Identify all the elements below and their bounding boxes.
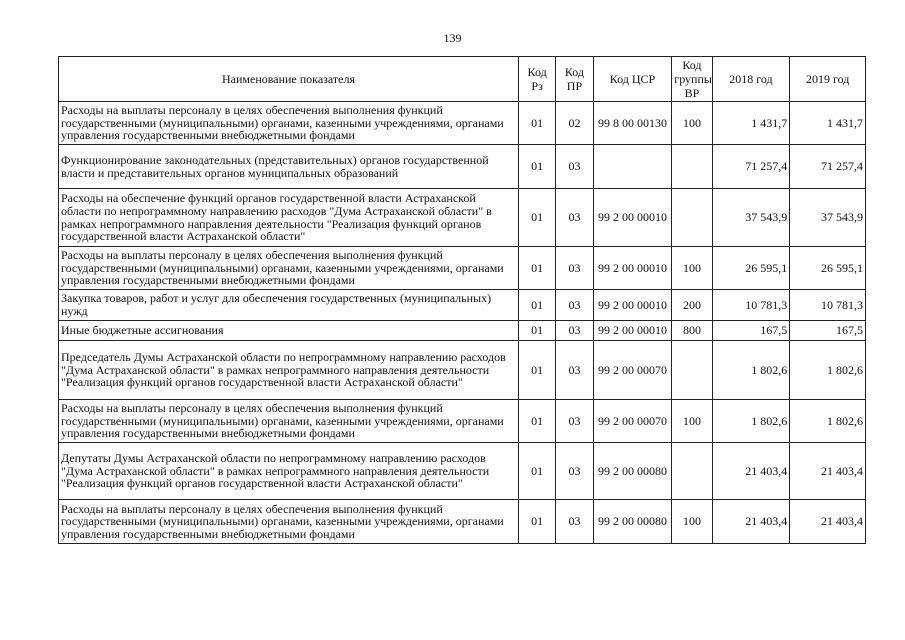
row-2018: 1 802,6 — [712, 341, 790, 400]
budget-table — [58, 56, 866, 544]
col-header-2019: 2019 год — [790, 57, 866, 102]
row-rz: 01 — [518, 145, 555, 189]
table-row — [59, 341, 866, 400]
col-header-vr: Код группы ВР — [672, 57, 712, 102]
table-row — [59, 290, 866, 321]
row-2019: 37 543,9 — [790, 189, 866, 247]
row-2018: 26 595,1 — [712, 247, 790, 290]
row-name: Депутаты Думы Астраханской области по непрограммному направлению расходов "Дума Астраханской области" в рамках непрограммного направления деятельности "Реализация функций органов государственной власти Астраханской области" — [59, 443, 519, 500]
row-csr: 99 2 00 00010 — [593, 321, 672, 341]
row-name: Расходы на выплаты персоналу в целях обеспечения выполнения функций государственными (муниципальными) органами, казенными учреждениями, органами управления государственными внебюджетными фондами — [59, 102, 519, 145]
row-vr: 200 — [672, 290, 712, 321]
row-2018: 71 257,4 — [712, 145, 790, 189]
col-header-pr: Код ПР — [556, 57, 593, 102]
row-rz: 01 — [518, 341, 555, 400]
row-name: Расходы на выплаты персоналу в целях обеспечения выполнения функций государственными (муниципальными) органами, казенными учреждениями, органами управления государственными внебюджетными фондами — [59, 247, 519, 290]
row-pr: 03 — [556, 189, 593, 247]
row-name: Функционирование законодательных (представительных) органов государственной власти и представительных органов муниципальных образований — [59, 145, 519, 189]
col-header-2018: 2018 год — [712, 57, 790, 102]
col-header-csr: Код ЦСР — [593, 57, 672, 102]
row-pr: 03 — [556, 145, 593, 189]
row-csr: 99 2 00 00010 — [593, 290, 672, 321]
row-vr — [672, 443, 712, 500]
row-name: Расходы на выплаты персоналу в целях обеспечения выполнения функций государственными (муниципальными) органами, казенными учреждениями, органами управления государственными внебюджетными фондами — [59, 500, 519, 544]
table-row — [59, 443, 866, 500]
row-vr — [672, 189, 712, 247]
table-row — [59, 145, 866, 189]
row-2018: 21 403,4 — [712, 443, 790, 500]
row-2019: 1 431,7 — [790, 102, 866, 145]
row-2018: 1 802,6 — [712, 400, 790, 443]
table-row — [59, 247, 866, 290]
row-2019: 1 802,6 — [790, 341, 866, 400]
row-2019: 21 403,4 — [790, 443, 866, 500]
row-2018: 167,5 — [712, 321, 790, 341]
row-vr: 100 — [672, 400, 712, 443]
row-csr: 99 2 00 00010 — [593, 247, 672, 290]
row-2019: 167,5 — [790, 321, 866, 341]
row-rz: 01 — [518, 443, 555, 500]
row-vr: 800 — [672, 321, 712, 341]
row-name: Иные бюджетные ассигнования — [59, 321, 519, 341]
row-name: Закупка товаров, работ и услуг для обеспечения государственных (муниципальных) нужд — [59, 290, 519, 321]
row-csr — [593, 145, 672, 189]
row-csr: 99 2 00 00070 — [593, 341, 672, 400]
row-rz: 01 — [518, 247, 555, 290]
row-2018: 21 403,4 — [712, 500, 790, 544]
row-2018: 1 431,7 — [712, 102, 790, 145]
row-name: Председатель Думы Астраханской области по непрограммному направлению расходов "Дума Астраханской области" в рамках непрограммного направления деятельности "Реализация функций органов государственной власти Астраханской области" — [59, 341, 519, 400]
row-pr: 02 — [556, 102, 593, 145]
row-csr: 99 2 00 00080 — [593, 443, 672, 500]
page-number: 139 — [443, 31, 462, 45]
row-2019: 10 781,3 — [790, 290, 866, 321]
col-header-name: Наименование показателя — [59, 57, 519, 102]
row-csr: 99 2 00 00070 — [593, 400, 672, 443]
row-vr — [672, 341, 712, 400]
row-rz: 01 — [518, 400, 555, 443]
table-row — [59, 500, 866, 544]
row-2018: 37 543,9 — [712, 189, 790, 247]
table-row — [59, 321, 866, 341]
row-2019: 1 802,6 — [790, 400, 866, 443]
col-header-rz: Код Рз — [518, 57, 555, 102]
row-pr: 03 — [556, 500, 593, 544]
row-csr: 99 2 00 00010 — [593, 189, 672, 247]
row-pr: 03 — [556, 290, 593, 321]
row-rz: 01 — [518, 321, 555, 341]
row-vr: 100 — [672, 102, 712, 145]
row-name: Расходы на обеспечение функций органов государственной власти Астраханской области по непрограммному направлению расходов "Дума Астраханской области" в рамках непрограммного направления деятельности "Реализация функций органов государственной власти Астраханской области" — [59, 189, 519, 247]
row-rz: 01 — [518, 290, 555, 321]
row-csr: 99 2 00 00080 — [593, 500, 672, 544]
row-2019: 21 403,4 — [790, 500, 866, 544]
row-2019: 26 595,1 — [790, 247, 866, 290]
row-pr: 03 — [556, 321, 593, 341]
row-name: Расходы на выплаты персоналу в целях обеспечения выполнения функций государственными (муниципальными) органами, казенными учреждениями, органами управления государственными внебюджетными фондами — [59, 400, 519, 443]
row-csr: 99 8 00 00130 — [593, 102, 672, 145]
row-pr: 03 — [556, 247, 593, 290]
row-rz: 01 — [518, 189, 555, 247]
table-row — [59, 102, 866, 145]
row-vr: 100 — [672, 247, 712, 290]
table-row — [59, 400, 866, 443]
row-rz: 01 — [518, 500, 555, 544]
row-pr: 03 — [556, 341, 593, 400]
row-2019: 71 257,4 — [790, 145, 866, 189]
row-pr: 03 — [556, 443, 593, 500]
row-vr — [672, 145, 712, 189]
table-row — [59, 189, 866, 247]
row-pr: 03 — [556, 400, 593, 443]
row-rz: 01 — [518, 102, 555, 145]
row-2018: 10 781,3 — [712, 290, 790, 321]
header-row — [59, 57, 866, 102]
row-vr: 100 — [672, 500, 712, 544]
